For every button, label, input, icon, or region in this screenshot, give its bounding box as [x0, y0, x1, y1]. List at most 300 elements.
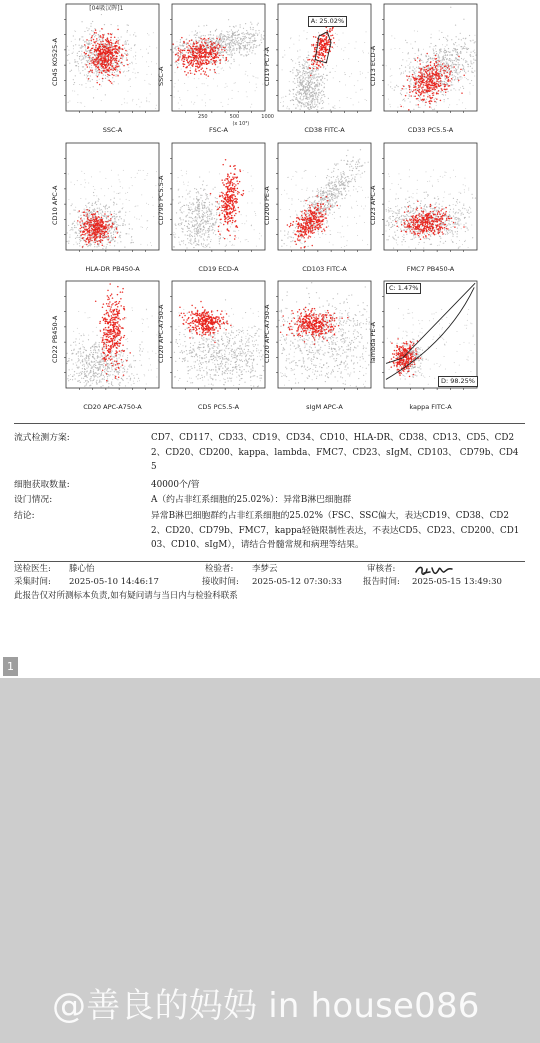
event-dot: [95, 48, 96, 49]
event-dot: [200, 73, 202, 75]
event-dot: [409, 66, 410, 67]
event-dot: [293, 81, 294, 82]
event-dot: [83, 227, 85, 229]
event-dot: [111, 170, 112, 171]
event-dot: [196, 33, 197, 34]
event-dot: [80, 225, 82, 227]
event-dot: [210, 39, 211, 40]
event-dot: [217, 51, 219, 53]
event-dot: [110, 232, 111, 233]
event-dot: [92, 57, 94, 59]
event-dot: [86, 221, 88, 223]
event-dot: [94, 73, 95, 74]
event-dot: [83, 58, 84, 59]
event-dot: [217, 48, 219, 50]
event-dot: [215, 64, 217, 66]
event-dot: [198, 63, 200, 65]
event-dot: [297, 78, 298, 79]
event-dot: [83, 215, 85, 217]
event-dot: [297, 100, 298, 101]
event-dot: [192, 57, 194, 59]
event-dot: [100, 41, 102, 43]
event-dot: [190, 51, 192, 53]
event-dot: [469, 94, 470, 95]
event-dot: [284, 50, 285, 51]
event-dot: [81, 45, 82, 46]
event-dot: [318, 85, 319, 86]
event-dot: [419, 89, 421, 91]
event-dot: [415, 84, 417, 86]
event-dot: [311, 103, 312, 104]
event-dot: [436, 65, 438, 67]
event-dot: [407, 79, 409, 81]
event-dot: [418, 71, 420, 73]
event-dot: [196, 35, 197, 36]
event-dot: [459, 99, 460, 100]
event-dot: [411, 89, 412, 90]
event-dot: [98, 68, 100, 70]
event-dot: [199, 65, 201, 67]
event-dot: [73, 244, 74, 245]
event-dot: [321, 97, 322, 98]
event-dot: [424, 67, 426, 69]
event-dot: [93, 86, 94, 87]
event-dot: [294, 83, 295, 84]
event-dot: [423, 79, 425, 81]
event-dot: [457, 55, 458, 56]
event-dot: [172, 43, 174, 45]
event-dot: [467, 79, 468, 80]
event-dot: [213, 57, 215, 59]
event-dot: [303, 70, 304, 71]
event-dot: [309, 104, 310, 105]
event-dot: [90, 218, 92, 220]
event-dot: [96, 57, 98, 59]
event-dot: [428, 94, 429, 95]
event-dot: [113, 202, 114, 203]
event-dot: [322, 100, 323, 101]
event-dot: [219, 59, 221, 61]
event-dot: [454, 64, 455, 65]
event-dot: [215, 44, 216, 45]
event-dot: [460, 71, 461, 72]
event-dot: [209, 37, 210, 38]
event-dot: [307, 99, 308, 100]
event-dot: [114, 72, 115, 73]
event-dot: [104, 231, 106, 233]
event-dot: [470, 54, 471, 55]
event-dot: [413, 78, 415, 80]
event-dot: [319, 43, 321, 45]
event-dot: [299, 102, 300, 103]
event-dot: [308, 78, 309, 79]
event-dot: [322, 90, 323, 91]
event-dot: [107, 50, 109, 52]
event-dot: [403, 107, 404, 108]
event-dot: [104, 215, 105, 216]
event-dot: [289, 90, 290, 91]
event-dot: [317, 100, 318, 101]
event-dot: [115, 67, 117, 69]
event-dot: [300, 98, 301, 99]
event-dot: [216, 45, 218, 47]
event-dot: [297, 75, 298, 76]
event-dot: [425, 105, 426, 106]
event-dot: [459, 76, 460, 77]
event-dot: [447, 98, 448, 99]
event-dot: [200, 52, 202, 54]
event-dot: [174, 48, 175, 49]
event-dot: [321, 91, 322, 92]
event-dot: [307, 77, 308, 78]
event-dot: [220, 35, 221, 36]
event-dot: [108, 219, 109, 220]
event-dot: [198, 37, 199, 38]
event-dot: [79, 210, 81, 212]
event-dot: [434, 101, 436, 103]
event-dot: [448, 73, 449, 74]
event-dot: [88, 78, 90, 80]
event-dot: [179, 44, 180, 45]
event-dot: [216, 29, 217, 30]
event-dot: [303, 59, 304, 60]
event-dot: [413, 67, 414, 68]
event-dot: [193, 51, 195, 53]
event-dot: [107, 58, 108, 59]
event-dot: [96, 246, 97, 247]
event-dot: [304, 73, 305, 74]
event-dot: [445, 37, 446, 38]
event-dot: [320, 93, 321, 94]
event-dot: [470, 66, 471, 67]
event-dot: [297, 50, 298, 51]
event-dot: [451, 60, 452, 61]
event-dot: [189, 35, 190, 36]
event-dot: [419, 86, 421, 88]
event-dot: [212, 38, 213, 39]
event-dot: [435, 67, 437, 69]
event-dot: [434, 64, 436, 66]
event-dot: [307, 93, 308, 94]
event-dot: [196, 53, 198, 55]
event-dot: [391, 75, 392, 76]
event-dot: [323, 66, 324, 67]
event-dot: [89, 67, 90, 68]
event-dot: [448, 91, 449, 92]
event-dot: [453, 48, 454, 49]
event-dot: [77, 243, 78, 244]
event-dot: [310, 95, 311, 96]
event-dot: [86, 213, 88, 215]
event-dot: [85, 235, 86, 236]
event-dot: [436, 80, 438, 82]
event-dot: [305, 105, 306, 106]
event-dot: [315, 44, 317, 46]
event-dot: [303, 90, 304, 91]
event-dot: [324, 58, 326, 60]
event-dot: [307, 81, 308, 82]
event-dot: [294, 78, 295, 79]
event-dot: [92, 79, 93, 80]
event-dot: [104, 234, 106, 236]
event-dot: [305, 77, 306, 78]
event-dot: [430, 58, 431, 59]
event-dot: [112, 77, 113, 78]
event-dot: [300, 109, 301, 110]
event-dot: [94, 32, 96, 34]
event-dot: [417, 88, 418, 89]
event-dot: [422, 82, 424, 84]
event-dot: [183, 42, 185, 44]
event-dot: [209, 62, 210, 63]
event-dot: [445, 82, 446, 83]
event-dot: [413, 66, 414, 67]
event-dot: [474, 75, 475, 76]
event-dot: [292, 60, 293, 61]
event-dot: [184, 58, 186, 60]
event-dot: [220, 61, 221, 62]
event-dot: [455, 90, 456, 91]
event-dot: [452, 77, 453, 78]
event-dot: [295, 63, 296, 64]
event-dot: [299, 35, 300, 36]
event-dot: [419, 92, 421, 94]
event-dot: [206, 60, 208, 62]
event-dot: [111, 236, 112, 237]
event-dot: [107, 244, 108, 245]
event-dot: [181, 37, 183, 39]
event-dot: [93, 53, 94, 54]
event-dot: [216, 37, 218, 39]
event-dot: [420, 83, 422, 85]
event-dot: [79, 233, 80, 234]
event-dot: [85, 68, 86, 69]
event-dot: [107, 60, 109, 62]
event-dot: [114, 241, 115, 242]
event-dot: [392, 88, 393, 89]
event-dot: [105, 211, 106, 212]
event-dot: [199, 54, 201, 56]
event-dot: [405, 40, 406, 41]
event-dot: [82, 66, 83, 67]
event-dot: [80, 102, 81, 103]
event-dot: [403, 71, 404, 72]
event-dot: [194, 34, 195, 35]
event-dot: [388, 99, 389, 100]
event-dot: [451, 78, 453, 80]
event-dot: [86, 232, 88, 234]
event-dot: [86, 206, 87, 207]
event-dot: [418, 107, 419, 108]
event-dot: [303, 93, 304, 94]
event-dot: [307, 69, 308, 70]
event-dot: [84, 179, 85, 180]
event-dot: [394, 38, 395, 39]
event-dot: [281, 97, 282, 98]
event-dot: [308, 72, 309, 73]
event-dot: [470, 40, 471, 41]
event-dot: [176, 41, 177, 42]
event-dot: [207, 56, 209, 58]
event-dot: [93, 47, 94, 48]
event-dot: [213, 60, 215, 62]
event-dot: [111, 186, 112, 187]
event-dot: [81, 36, 82, 37]
event-dot: [312, 92, 313, 93]
event-dot: [421, 91, 423, 93]
event-dot: [77, 212, 78, 213]
event-dot: [390, 86, 391, 87]
event-dot: [79, 221, 81, 223]
event-dot: [93, 97, 94, 98]
event-dot: [454, 75, 455, 76]
event-dot: [83, 66, 84, 67]
event-dot: [297, 105, 298, 106]
event-dot: [113, 43, 114, 44]
event-dot: [455, 76, 456, 77]
event-dot: [315, 93, 316, 94]
event-dot: [427, 96, 429, 98]
event-dot: [90, 69, 92, 71]
event-dot: [94, 36, 95, 37]
event-dot: [211, 59, 213, 61]
event-dot: [314, 88, 315, 89]
event-dot: [460, 46, 461, 47]
event-dot: [427, 70, 429, 72]
event-dot: [96, 49, 98, 51]
event-dot: [426, 56, 427, 57]
event-dot: [316, 99, 317, 100]
event-dot: [81, 84, 82, 85]
event-dot: [83, 40, 84, 41]
event-dot: [321, 108, 322, 109]
event-dot: [72, 53, 73, 54]
event-dot: [196, 48, 198, 50]
event-dot: [405, 70, 406, 71]
event-dot: [453, 43, 454, 44]
event-dot: [317, 56, 319, 58]
event-dot: [310, 81, 311, 82]
event-dot: [195, 30, 196, 31]
event-dot: [302, 84, 303, 85]
event-dot: [426, 81, 428, 83]
event-dot: [449, 52, 450, 53]
event-dot: [112, 59, 114, 61]
event-dot: [80, 198, 81, 199]
event-dot: [94, 54, 96, 56]
event-dot: [218, 57, 220, 59]
event-dot: [445, 68, 446, 69]
event-dot: [438, 69, 439, 70]
event-dot: [78, 70, 79, 71]
event-dot: [436, 51, 437, 52]
event-dot: [104, 46, 106, 48]
event-dot: [429, 68, 431, 70]
event-dot: [221, 40, 222, 41]
event-dot: [98, 37, 99, 38]
event-dot: [406, 60, 407, 61]
event-dot: [215, 55, 217, 57]
event-dot: [95, 32, 97, 34]
event-dot: [295, 107, 296, 108]
event-dot: [321, 95, 322, 96]
event-dot: [316, 69, 317, 70]
event-dot: [91, 236, 92, 237]
event-dot: [457, 74, 458, 75]
event-dot: [447, 63, 448, 64]
event-dot: [443, 91, 444, 92]
event-dot: [457, 52, 458, 53]
event-dot: [446, 69, 447, 70]
event-dot: [219, 46, 221, 48]
event-dot: [439, 49, 440, 50]
event-dot: [455, 58, 456, 59]
event-dot: [455, 51, 456, 52]
event-dot: [441, 32, 442, 33]
event-dot: [205, 71, 207, 73]
event-dot: [190, 56, 192, 58]
event-dot: [102, 43, 104, 45]
event-dot: [85, 46, 86, 47]
event-dot: [68, 240, 69, 241]
event-dot: [302, 78, 303, 79]
event-dot: [310, 75, 312, 77]
event-dot: [204, 94, 205, 95]
event-dot: [427, 68, 428, 69]
event-dot: [190, 67, 191, 68]
event-dot: [475, 60, 476, 61]
event-dot: [439, 57, 440, 58]
event-dot: [189, 56, 191, 58]
event-dot: [89, 52, 90, 53]
event-dot: [88, 40, 89, 41]
event-dot: [401, 90, 402, 91]
event-dot: [414, 68, 415, 69]
event-dot: [417, 31, 418, 32]
event-dot: [104, 24, 105, 25]
event-dot: [201, 39, 202, 40]
event-dot: [216, 73, 217, 74]
event-dot: [436, 78, 438, 80]
event-dot: [304, 68, 305, 69]
event-dot: [443, 72, 445, 74]
event-dot: [306, 80, 307, 81]
event-dot: [313, 78, 314, 79]
event-dot: [427, 61, 428, 62]
event-dot: [435, 84, 437, 86]
event-dot: [293, 93, 294, 94]
event-dot: [456, 36, 457, 37]
event-dot: [297, 92, 298, 93]
event-dot: [313, 63, 315, 65]
event-dot: [297, 82, 298, 83]
event-dot: [442, 70, 443, 71]
event-dot: [418, 68, 419, 69]
event-dot: [204, 49, 206, 51]
event-dot: [414, 58, 415, 59]
event-dot: [303, 96, 304, 97]
event-dot: [91, 220, 93, 222]
event-dot: [430, 37, 431, 38]
event-dot: [304, 104, 305, 105]
event-dot: [465, 108, 466, 109]
event-dot: [78, 217, 79, 218]
event-dot: [182, 44, 183, 45]
event-dot: [451, 39, 452, 40]
event-dot: [311, 96, 312, 97]
event-dot: [444, 48, 445, 49]
event-dot: [78, 68, 79, 69]
